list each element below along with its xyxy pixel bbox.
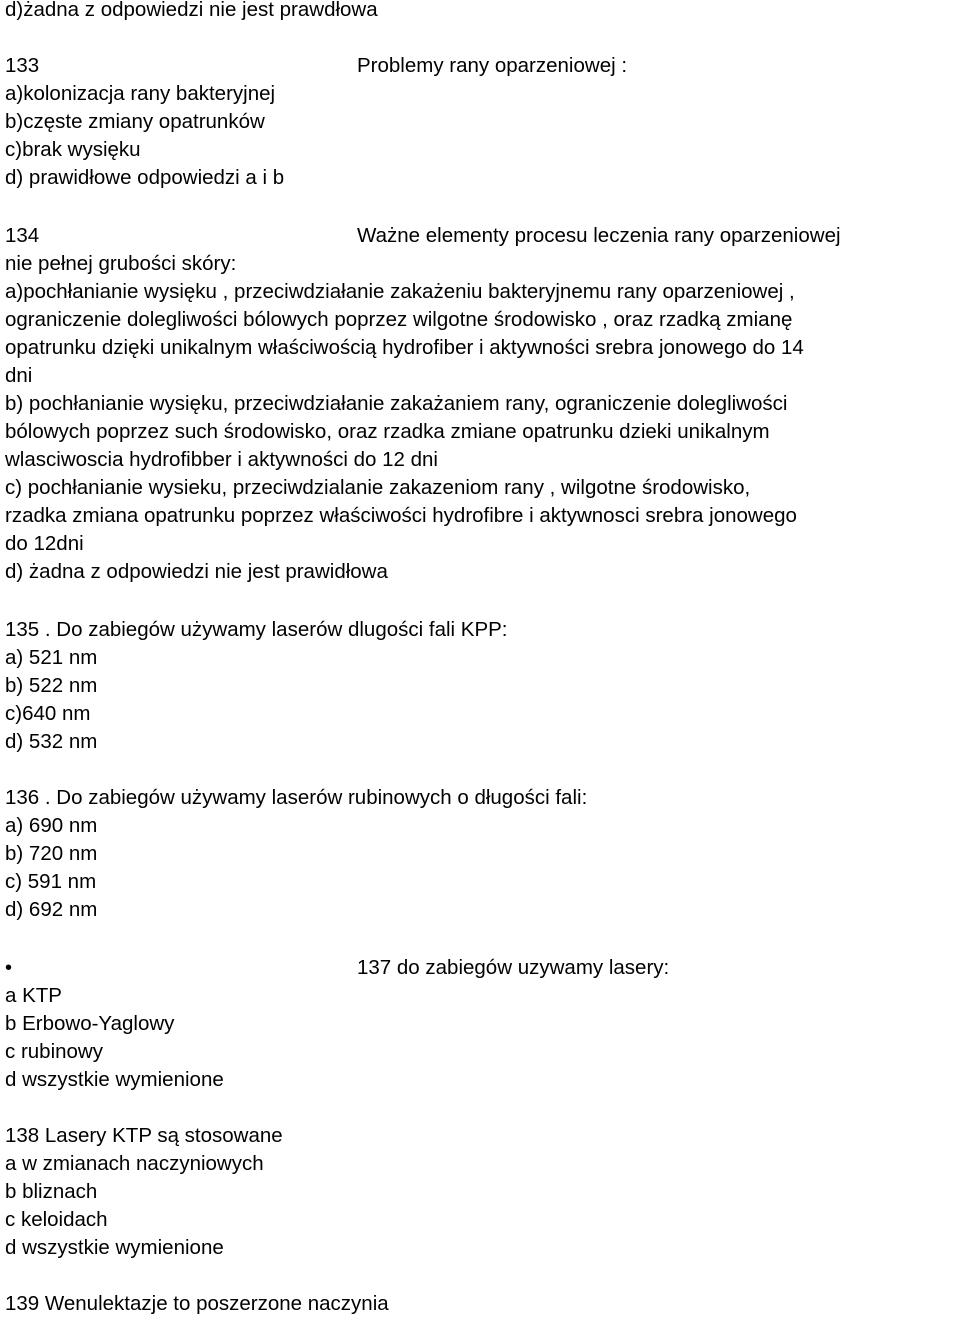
option: a w zmianach naczyniowych — [5, 1152, 264, 1175]
bullet-icon: • — [5, 957, 13, 979]
text-line: a)pochłanianie wysięku , przeciwdziałanie zakażeniu bakteryjnemu rany oparzeniowej , — [5, 280, 795, 303]
question-134-header — [5, 222, 955, 250]
option: a) 690 nm — [5, 814, 98, 837]
text-line: b) pochłanianie wysięku, przeciwdziałanie zakażaniem rany, ograniczenie dolegliwości — [5, 392, 788, 415]
option: d) 532 nm — [5, 730, 98, 753]
option: c)640 nm — [5, 702, 91, 725]
previous-answer-line: d)żadna z odpowiedzi nie jest prawdłowa — [5, 0, 378, 21]
question-136-title: 136 . Do zabiegów używamy laserów rubinowych o długości fali: — [5, 786, 588, 809]
question-title: Ważne elementy procesu leczenia rany oparzeniowej — [357, 224, 841, 247]
option: b bliznach — [5, 1180, 98, 1203]
option: c keloidach — [5, 1208, 108, 1231]
option: b) 720 nm — [5, 842, 98, 865]
option: b Erbowo-Yaglowy — [5, 1012, 175, 1035]
option: a) 521 nm — [5, 646, 98, 669]
option: c rubinowy — [5, 1040, 103, 1063]
text-line: bólowych poprzez such środowisko, oraz rzadka zmiane opatrunku dzieki unikalnym — [5, 420, 770, 443]
question-139-title: 139 Wenulektazje to poszerzone naczynia — [5, 1292, 389, 1315]
option: a)kolonizacja rany bakteryjnej — [5, 82, 276, 105]
option: d wszystkie wymienione — [5, 1068, 224, 1091]
question-title: Problemy rany oparzeniowej : — [357, 54, 628, 77]
text-line: opatrunku dzięki unikalnym właściwością hydrofiber i aktywności srebra jonowego do 14 — [5, 336, 804, 359]
option: d) prawidłowe odpowiedzi a i b — [5, 166, 285, 189]
question-title: 137 do zabiegów uzywamy lasery: — [357, 956, 670, 979]
option: a KTP — [5, 984, 62, 1007]
text-line: wlasciwoscia hydrofibber i aktywności do 12 dni — [5, 448, 438, 471]
option: d) 692 nm — [5, 898, 98, 921]
question-number: 134 — [5, 224, 40, 247]
text-line: d) żadna z odpowiedzi nie jest prawidłowa — [5, 560, 388, 583]
question-133-header — [5, 52, 955, 80]
option: d wszystkie wymienione — [5, 1236, 224, 1259]
question-135-title: 135 . Do zabiegów używamy laserów dlugości fali KPP: — [5, 618, 508, 641]
text-line: dni — [5, 364, 33, 387]
text-line: c) pochłanianie wysieku, przeciwdzialanie zakazeniom rany , wilgotne środowisko, — [5, 476, 751, 499]
option: b) 522 nm — [5, 674, 98, 697]
text-line: do 12dni — [5, 532, 84, 555]
question-number: 133 — [5, 54, 40, 77]
text-line: rzadka zmiana opatrunku poprzez właściwości hydrofibre i aktywnosci srebra jonowego — [5, 504, 797, 527]
option: c)brak wysięku — [5, 138, 141, 161]
question-137-header — [5, 954, 955, 982]
text-line: ograniczenie dolegliwości bólowych poprzez wilgotne środowisko , oraz rzadką zmianę — [5, 308, 793, 331]
question-138-title: 138 Lasery KTP są stosowane — [5, 1124, 283, 1147]
option: b)częste zmiany opatrunków — [5, 110, 265, 133]
option: c) 591 nm — [5, 870, 97, 893]
text-line: nie pełnej grubości skóry: — [5, 252, 237, 275]
